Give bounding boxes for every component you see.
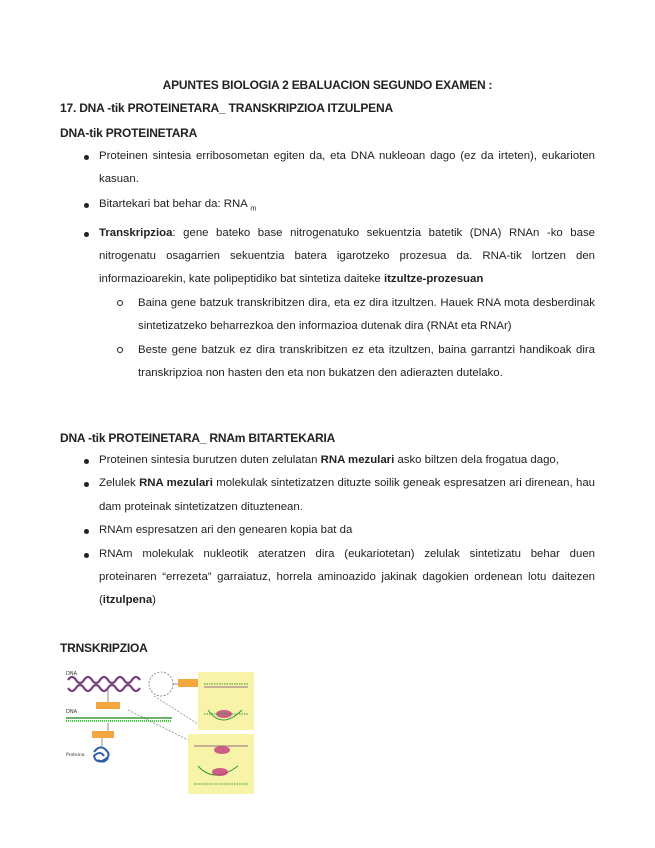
section-heading-dna-proteinetara: DNA-tik PROTEINETARA [60,126,198,140]
dna-label: DNA [66,709,78,715]
protein-shape [94,747,109,761]
list-item: Bitartekari bat behar da: RNA $_m$ [60,193,595,221]
section-heading-rnam-bitartekaria: DNA -tik PROTEINETARA_ RNAm BITARTEKARIA [60,431,336,445]
dna-label-top: DNA [66,671,78,677]
document-title: APUNTES BIOLOGIA 2 EBALUACION SEGUNDO EXAMEN : [162,78,493,92]
panel-bottom [188,734,254,794]
transcription-figure [62,666,262,798]
panel-top [198,672,254,730]
zoom-circle [149,672,173,696]
list-item: Transkripzioa: gene bateko base nitrogenatuko sekuentzia batetik (DNA) RNAn -ko base nitrogenatu osagarrien sekuentzia batera igarotzeko prozesua da. RNA-tik lortzen den informazioarekin, kate polipeptidiko bat sintetiza daiteke itzultze-prozesuan [60,222,595,292]
chapter-heading: 17. DNA -tik PROTEINETARA_ TRANSKRIPZIOA ITZULPENA [60,101,393,115]
sub-list-item: Beste gene batzuk ez dira transkribitzen ez eta itzultzen, baina garrantzi handikoak dira transkripzioa non hasten den eta non bukatzen den adierazten dutelako. [99,339,595,386]
section1-list [60,145,595,385]
rna-polymerase-box [96,702,120,709]
mrna-box [92,731,114,738]
sub-list-item: Baina gene batzuk transkribitzen dira, eta ez dira itzultzen. Hauek RNA mota desberdinak sintetizatzeko beharrezkoa den informazioa dutenak dira (RNAt eta RNAr) [99,292,595,339]
list-item: Proteinen sintesia erribosometan egiten da, eta DNA nukleoan dago (ez da irteten), eukarioten kasuan. [60,145,595,192]
list-item: Proteinen sintesia burutzen duten zelulatan RNA mezulari asko biltzen dela frogatua dago, [60,449,595,472]
list-item: RNAm espresatzen ari den genearen kopia bat da [60,519,595,542]
protein-label: Proteina [66,753,85,758]
section2-list [60,449,595,613]
list-item: Zelulek RNA mezulari molekulak sintetizatzen dituzte soilik geneak espresatzen ari direnean, hau dam proteinak sintetizatzen dituztenean. [60,472,595,519]
dna-helix-top [68,677,140,691]
list-item: RNAm molekulak nukleotik ateratzen dira (eukariotetan) zelulak sintetizatu behar duen proteinaren “errezeta” garraiatuz, horrela aminoazido jakinak dagokien ordenean lotu daitezen (itzulpena) [60,543,595,613]
section-heading-transkripzioa: TRNSKRIPZIOA [60,641,148,655]
